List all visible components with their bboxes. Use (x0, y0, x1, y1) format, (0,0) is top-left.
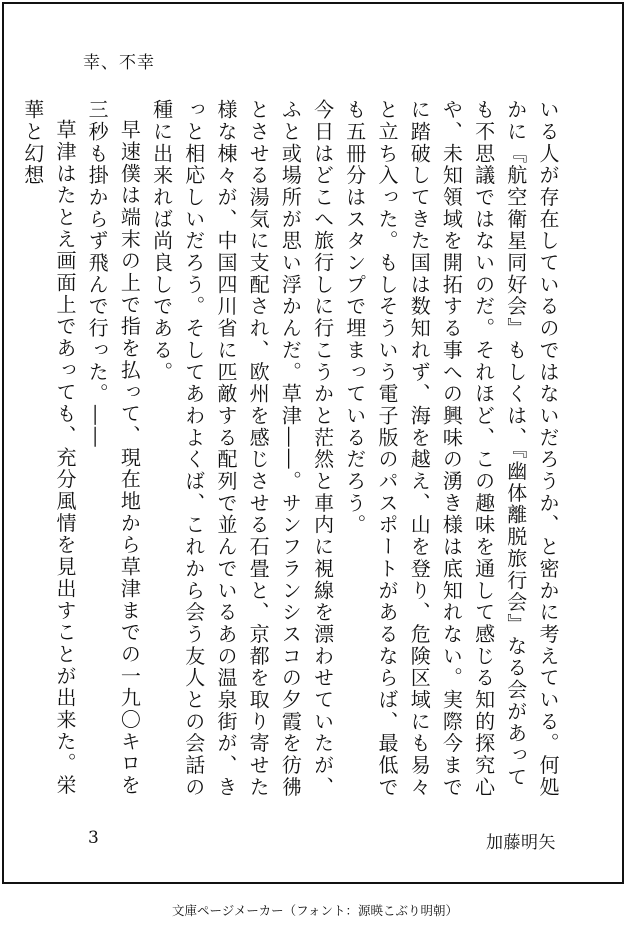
footer-credit: 文庫ページメーカー（フォント：源暎こぶり明朝） (171, 903, 458, 918)
paragraph: 草津はたとえ画面上であっても、充分風情を見出すことが出来た。栄華と幻想 (20, 99, 77, 797)
paragraph: いる人が存在しているのではないだろうか、と密かに考えている。何処かに『航空衛星同好会』もしくは、『幽体離脱旅行会』なる会があっても不思議ではないのだ。それほど、この趣味を通して感じる知的探究心や、未知領域を開拓する事への興味の湧き様は底知れない。実際今までに踏破してきた国は数知れず、海を越え、山を登り、危険区域にも易々と立ち入った。もしそういう電子版のパスポートがあるならば、最低でも五冊分はスタンプで埋まっているだろう。 (342, 99, 560, 799)
page-frame (2, 2, 624, 884)
author-name: 加藤明矢 (486, 833, 556, 853)
page-number: 3 (88, 828, 99, 848)
running-title: 幸、不幸 (83, 53, 155, 73)
paragraph: 早速僕は端末の上で指を払って、現在地から草津までの一九〇キロを三秒も掛からず飛んで行った。―― (85, 99, 142, 797)
paragraph: 今日はどこへ旅行しに行こうかと茫然と車内に視線を漂わせていたが、ふと或場所が思い浮かんだ。草津――。サンフランシスコの夕霞を彷彿とさせる湯気に支配され、欧州を感じさせる石畳と、京都を取り寄せた様な棟々が、中国四川省に匹敵する配列で並んでいるあの温泉街が、きっと相応しいだろう。そしてあわよくば、これから会う友人との会話の種に出来れば尚良しである。 (149, 99, 335, 799)
body-text (20, 99, 564, 799)
